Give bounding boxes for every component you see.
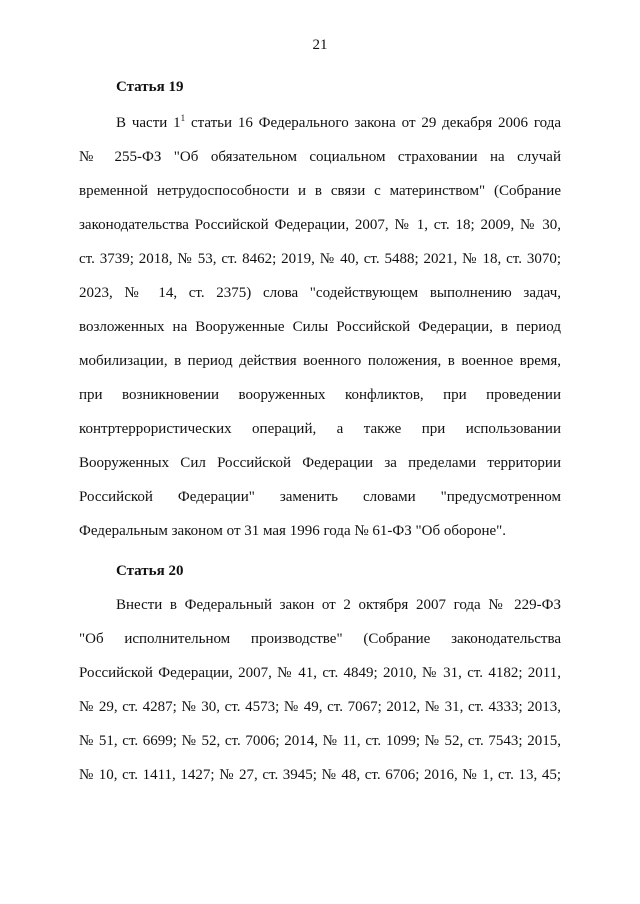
article-19-paragraph-line: возложенных на Вооруженные Силы Российской Федерации, в период xyxy=(79,319,561,335)
article-19-superscript: 1 xyxy=(180,113,186,123)
article-19-paragraph-line: 2023, № 14, ст. 2375) слова "содействующем выполнению задач, xyxy=(79,285,561,301)
article-20-paragraph-line: № 29, ст. 4287; № 30, ст. 4573; № 49, ст. 7067; 2012, № 31, ст. 4333; 2013, xyxy=(79,699,561,715)
article-19-line-rest: статьи 16 Федерального закона от 29 декабря 2006 года xyxy=(185,115,561,131)
article-19-paragraph-line: мобилизации, в период действия военного положения, в военное время, xyxy=(79,353,561,369)
article-19-paragraph-line: Федеральным законом от 31 мая 1996 года № 61-ФЗ "Об обороне". xyxy=(79,523,507,539)
article-19-paragraph-line: временной нетрудоспособности и в связи с материнством" (Собрание xyxy=(79,183,561,199)
article-20-heading: Статья 20 xyxy=(116,563,184,579)
article-19-line-start: В части 1 xyxy=(116,115,181,131)
article-19-paragraph-line: Вооруженных Сил Российской Федерации за пределами территории xyxy=(79,455,561,471)
article-19-paragraph-line: Российской Федерации" заменить словами "предусмотренном xyxy=(79,489,561,505)
article-20-paragraph-line: № 10, ст. 1411, 1427; № 27, ст. 3945; № 48, ст. 6706; 2016, № 1, ст. 13, 45; xyxy=(79,767,561,783)
article-19-heading: Статья 19 xyxy=(116,79,184,95)
article-19-paragraph-line xyxy=(116,114,561,132)
article-19-paragraph-line: ст. 3739; 2018, № 53, ст. 8462; 2019, № 40, ст. 5488; 2021, № 18, ст. 3070; xyxy=(79,251,561,267)
page-number: 21 xyxy=(312,37,328,53)
article-19-paragraph-line: № 255-ФЗ "Об обязательном социальном страховании на случай xyxy=(79,149,561,165)
article-20-paragraph-line: "Об исполнительном производстве" (Собрание законодательства xyxy=(79,631,561,647)
article-19-paragraph-line: контртеррористических операций, а также при использовании xyxy=(79,421,561,437)
article-20-paragraph-line: Российской Федерации, 2007, № 41, ст. 4849; 2010, № 31, ст. 4182; 2011, xyxy=(79,665,561,681)
article-20-paragraph-line: Внести в Федеральный закон от 2 октября 2007 года № 229-ФЗ xyxy=(116,597,561,613)
article-19-paragraph-line: законодательства Российской Федерации, 2007, № 1, ст. 18; 2009, № 30, xyxy=(79,217,561,233)
article-20-paragraph-line: № 51, ст. 6699; № 52, ст. 7006; 2014, № 11, ст. 1099; № 52, ст. 7543; 2015, xyxy=(79,733,561,749)
article-19-paragraph-line: при возникновении вооруженных конфликтов, при проведении xyxy=(79,387,561,403)
